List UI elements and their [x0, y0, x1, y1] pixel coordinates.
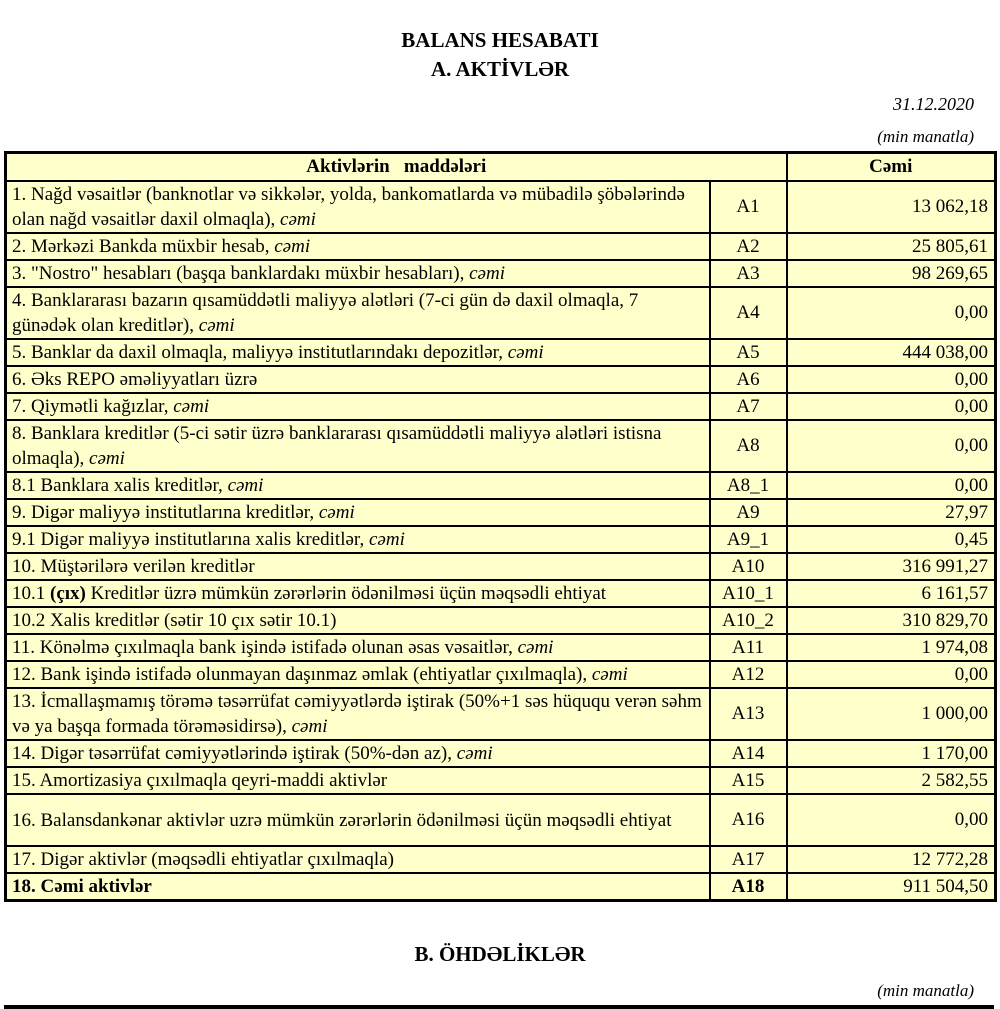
- item-label-part: 4. Banklararası bazarın qısamüddətli maliyyə alətləri (7-ci gün də daxil olmaqla, 7 günədək olan kreditlər),: [12, 290, 639, 336]
- item-label-part: 2. Mərkəzi Bankda müxbir hesab,: [12, 236, 275, 257]
- item-label-part: cəmi: [507, 342, 544, 363]
- document-title-line2: A. AKTİVLƏR: [430, 57, 570, 81]
- item-code-cell: A15: [710, 767, 787, 794]
- item-code-cell: A8_1: [710, 472, 787, 499]
- item-code-cell: A1: [710, 181, 787, 233]
- total-column-header: Cəmi: [787, 153, 996, 182]
- item-label-cell: [6, 181, 710, 233]
- item-label-part: cəmi: [227, 475, 264, 496]
- item-label-cell: [6, 472, 710, 499]
- item-label-part: cəmi: [517, 637, 554, 658]
- assets-table: [4, 151, 997, 902]
- item-label-cell: [6, 688, 710, 740]
- item-code-cell: A10: [710, 553, 787, 580]
- item-label-cell: [6, 233, 710, 260]
- item-code-cell: A2: [710, 233, 787, 260]
- item-value-cell: 6 161,57: [787, 580, 996, 607]
- item-value-cell: 12 772,28: [787, 846, 996, 873]
- section-b-title: B. ÖHDƏLİKLƏR: [414, 942, 586, 966]
- item-value-cell: 444 038,00: [787, 339, 996, 366]
- item-code-cell: A4: [710, 287, 787, 339]
- item-label-part: cəmi: [368, 529, 405, 550]
- table-row: [6, 233, 996, 260]
- item-label-cell: [6, 287, 710, 339]
- next-table-top-border: [4, 1005, 994, 1009]
- table-row: [6, 634, 996, 661]
- table-row: [6, 580, 996, 607]
- table-row: [6, 287, 996, 339]
- table-row: [6, 366, 996, 393]
- item-value-cell: 1 170,00: [787, 740, 996, 767]
- item-code-cell: A16: [710, 794, 787, 846]
- item-label-cell: [6, 553, 710, 580]
- item-value-cell: 0,00: [787, 661, 996, 688]
- table-row: [6, 661, 996, 688]
- item-label-part: 6. Əks REPO əməliyyatları üzrə: [12, 369, 258, 390]
- item-value-cell: 310 829,70: [787, 607, 996, 634]
- item-value-cell: 27,97: [787, 499, 996, 526]
- item-value-cell: 13 062,18: [787, 181, 996, 233]
- table-row: [6, 526, 996, 553]
- item-label-cell: [6, 366, 710, 393]
- item-label-part: cəmi: [173, 396, 210, 417]
- item-value-cell: 25 805,61: [787, 233, 996, 260]
- item-label-part: 15. Amortizasiya çıxılmaqla qeyri-maddi aktivlər: [12, 770, 388, 791]
- item-value-cell: 0,00: [787, 393, 996, 420]
- item-code-cell: A12: [710, 661, 787, 688]
- item-label-cell: [6, 420, 710, 472]
- table-row: [6, 420, 996, 472]
- item-label-part: 13. İcmallaşmamış törəmə təsərrüfat cəmiyyətlərdə iştirak (50%+1 səs hüququ verən səhm və ya başqa formada törəməsidirsə),: [12, 691, 702, 737]
- item-label-part: 11. Könəlmə çıxılmaqla bank işində istifadə olunan əsas vəsaitlər,: [12, 637, 518, 658]
- item-value-cell: 316 991,27: [787, 553, 996, 580]
- item-label-part: 12. Bank işində istifadə olunmayan daşınmaz əmlak (ehtiyatlar çıxılmaqla),: [12, 664, 592, 685]
- item-label-part: cəmi: [318, 502, 355, 523]
- item-code-cell: A9_1: [710, 526, 787, 553]
- item-label-cell: [6, 393, 710, 420]
- item-label-part: 3. "Nostro" hesabları (başqa banklardakı müxbir hesabları),: [12, 263, 470, 284]
- unit-note-a: (min manatla): [877, 127, 974, 146]
- table-row: [6, 339, 996, 366]
- item-code-cell: A14: [710, 740, 787, 767]
- item-label-part: 9.1 Digər maliyyə institutlarına xalis kreditlər,: [12, 529, 369, 550]
- item-label-cell: [6, 339, 710, 366]
- item-code-cell: A7: [710, 393, 787, 420]
- table-row: [6, 607, 996, 634]
- item-value-cell: 2 582,55: [787, 767, 996, 794]
- item-code-cell: A5: [710, 339, 787, 366]
- item-value-cell: 0,00: [787, 794, 996, 846]
- table-row: [6, 767, 996, 794]
- item-label-part: 8.1 Banklara xalis kreditlər,: [12, 475, 228, 496]
- document-title-line1: BALANS HESABATI: [401, 28, 599, 52]
- item-value-cell: 0,45: [787, 526, 996, 553]
- item-label-cell: [6, 661, 710, 688]
- item-label-part: 18. Cəmi aktivlər: [12, 876, 152, 897]
- item-label-part: cəmi: [89, 448, 125, 469]
- item-code-cell: A9: [710, 499, 787, 526]
- table-row: [6, 393, 996, 420]
- report-date: 31.12.2020: [893, 94, 974, 114]
- table-row: [6, 260, 996, 287]
- assets-table-body: [6, 181, 996, 901]
- item-label-part: 10.1: [12, 583, 50, 604]
- table-row: [6, 553, 996, 580]
- item-code-cell: A17: [710, 846, 787, 873]
- item-label-part: cəmi: [198, 315, 235, 336]
- item-label-part: cəmi: [280, 209, 316, 230]
- item-label-part: 7. Qiymətli kağızlar,: [12, 396, 174, 417]
- item-code-cell: A10_2: [710, 607, 787, 634]
- item-value-cell: 0,00: [787, 287, 996, 339]
- item-label-part: cəmi: [469, 263, 505, 284]
- item-label-cell: [6, 526, 710, 553]
- item-label-part: 5. Banklar da daxil olmaqla, maliyyə institutlarındakı depozitlər,: [12, 342, 508, 363]
- assets-table-header-row: [6, 153, 996, 182]
- item-value-cell: 1 974,08: [787, 634, 996, 661]
- item-value-cell: 911 504,50: [787, 873, 996, 901]
- unit-note-b: (min manatla): [877, 981, 974, 1000]
- item-label-part: 10.2 Xalis kreditlər (sətir 10 çıx sətir 10.1): [12, 610, 337, 631]
- item-code-cell: A3: [710, 260, 787, 287]
- items-column-header: Aktivlərin maddələri: [6, 153, 787, 182]
- item-label-cell: [6, 740, 710, 767]
- table-row: [6, 472, 996, 499]
- item-label-cell: [6, 794, 710, 846]
- item-label-part: cəmi: [591, 664, 628, 685]
- item-label-part: 14. Digər təsərrüfat cəmiyyətlərində iştirak (50%-dən az),: [12, 743, 457, 764]
- item-label-part: 17. Digər aktivlər (məqsədli ehtiyatlar çıxılmaqla): [12, 849, 394, 870]
- document-title: [0, 0, 1000, 84]
- table-row: [6, 794, 996, 846]
- item-label-cell: [6, 607, 710, 634]
- item-code-cell: A13: [710, 688, 787, 740]
- item-label-cell: [6, 260, 710, 287]
- item-value-cell: 0,00: [787, 420, 996, 472]
- item-label-part: 1. Nağd vəsaitlər (banknotlar və sikkələr, yolda, bankomatlarda və mübadilə şöbələrində olan nağd vəsaitlər daxil olmaqla),: [12, 184, 685, 230]
- item-label-part: (çıx): [50, 583, 86, 604]
- table-row: [6, 181, 996, 233]
- item-code-cell: A8: [710, 420, 787, 472]
- item-label-part: cəmi: [274, 236, 311, 257]
- table-row: [6, 688, 996, 740]
- item-label-part: 8. Banklara kreditlər (5-ci sətir üzrə banklararası qısamüddətli maliyyə alətləri istisna olmaqla),: [12, 423, 662, 469]
- table-row: [6, 846, 996, 873]
- item-code-cell: A11: [710, 634, 787, 661]
- item-label-cell: [6, 499, 710, 526]
- item-label-part: 16. Balansdankənar aktivlər uzrə mümkün zərərlərin ödənilməsi üçün məqsədli ehtiyat: [12, 809, 672, 831]
- table-row: [6, 499, 996, 526]
- item-label-cell: [6, 846, 710, 873]
- item-label-part: 10. Müştərilərə verilən kreditlər: [12, 556, 255, 577]
- item-label-cell: [6, 634, 710, 661]
- table-row: [6, 873, 996, 901]
- item-label-cell: [6, 767, 710, 794]
- item-label-part: cəmi: [456, 743, 493, 764]
- item-code-cell: A10_1: [710, 580, 787, 607]
- item-value-cell: 0,00: [787, 366, 996, 393]
- item-code-cell: A6: [710, 366, 787, 393]
- item-label-part: 9. Digər maliyyə institutlarına kreditlər,: [12, 502, 319, 523]
- item-label-part: Kreditlər üzrə mümkün zərərlərin ödənilməsi üçün məqsədli ehtiyat: [85, 583, 607, 604]
- item-code-cell: A18: [710, 873, 787, 901]
- item-value-cell: 0,00: [787, 472, 996, 499]
- item-value-cell: 1 000,00: [787, 688, 996, 740]
- item-label-cell: [6, 873, 710, 901]
- table-row: [6, 740, 996, 767]
- item-label-cell: [6, 580, 710, 607]
- item-value-cell: 98 269,65: [787, 260, 996, 287]
- item-label-part: cəmi: [291, 716, 328, 737]
